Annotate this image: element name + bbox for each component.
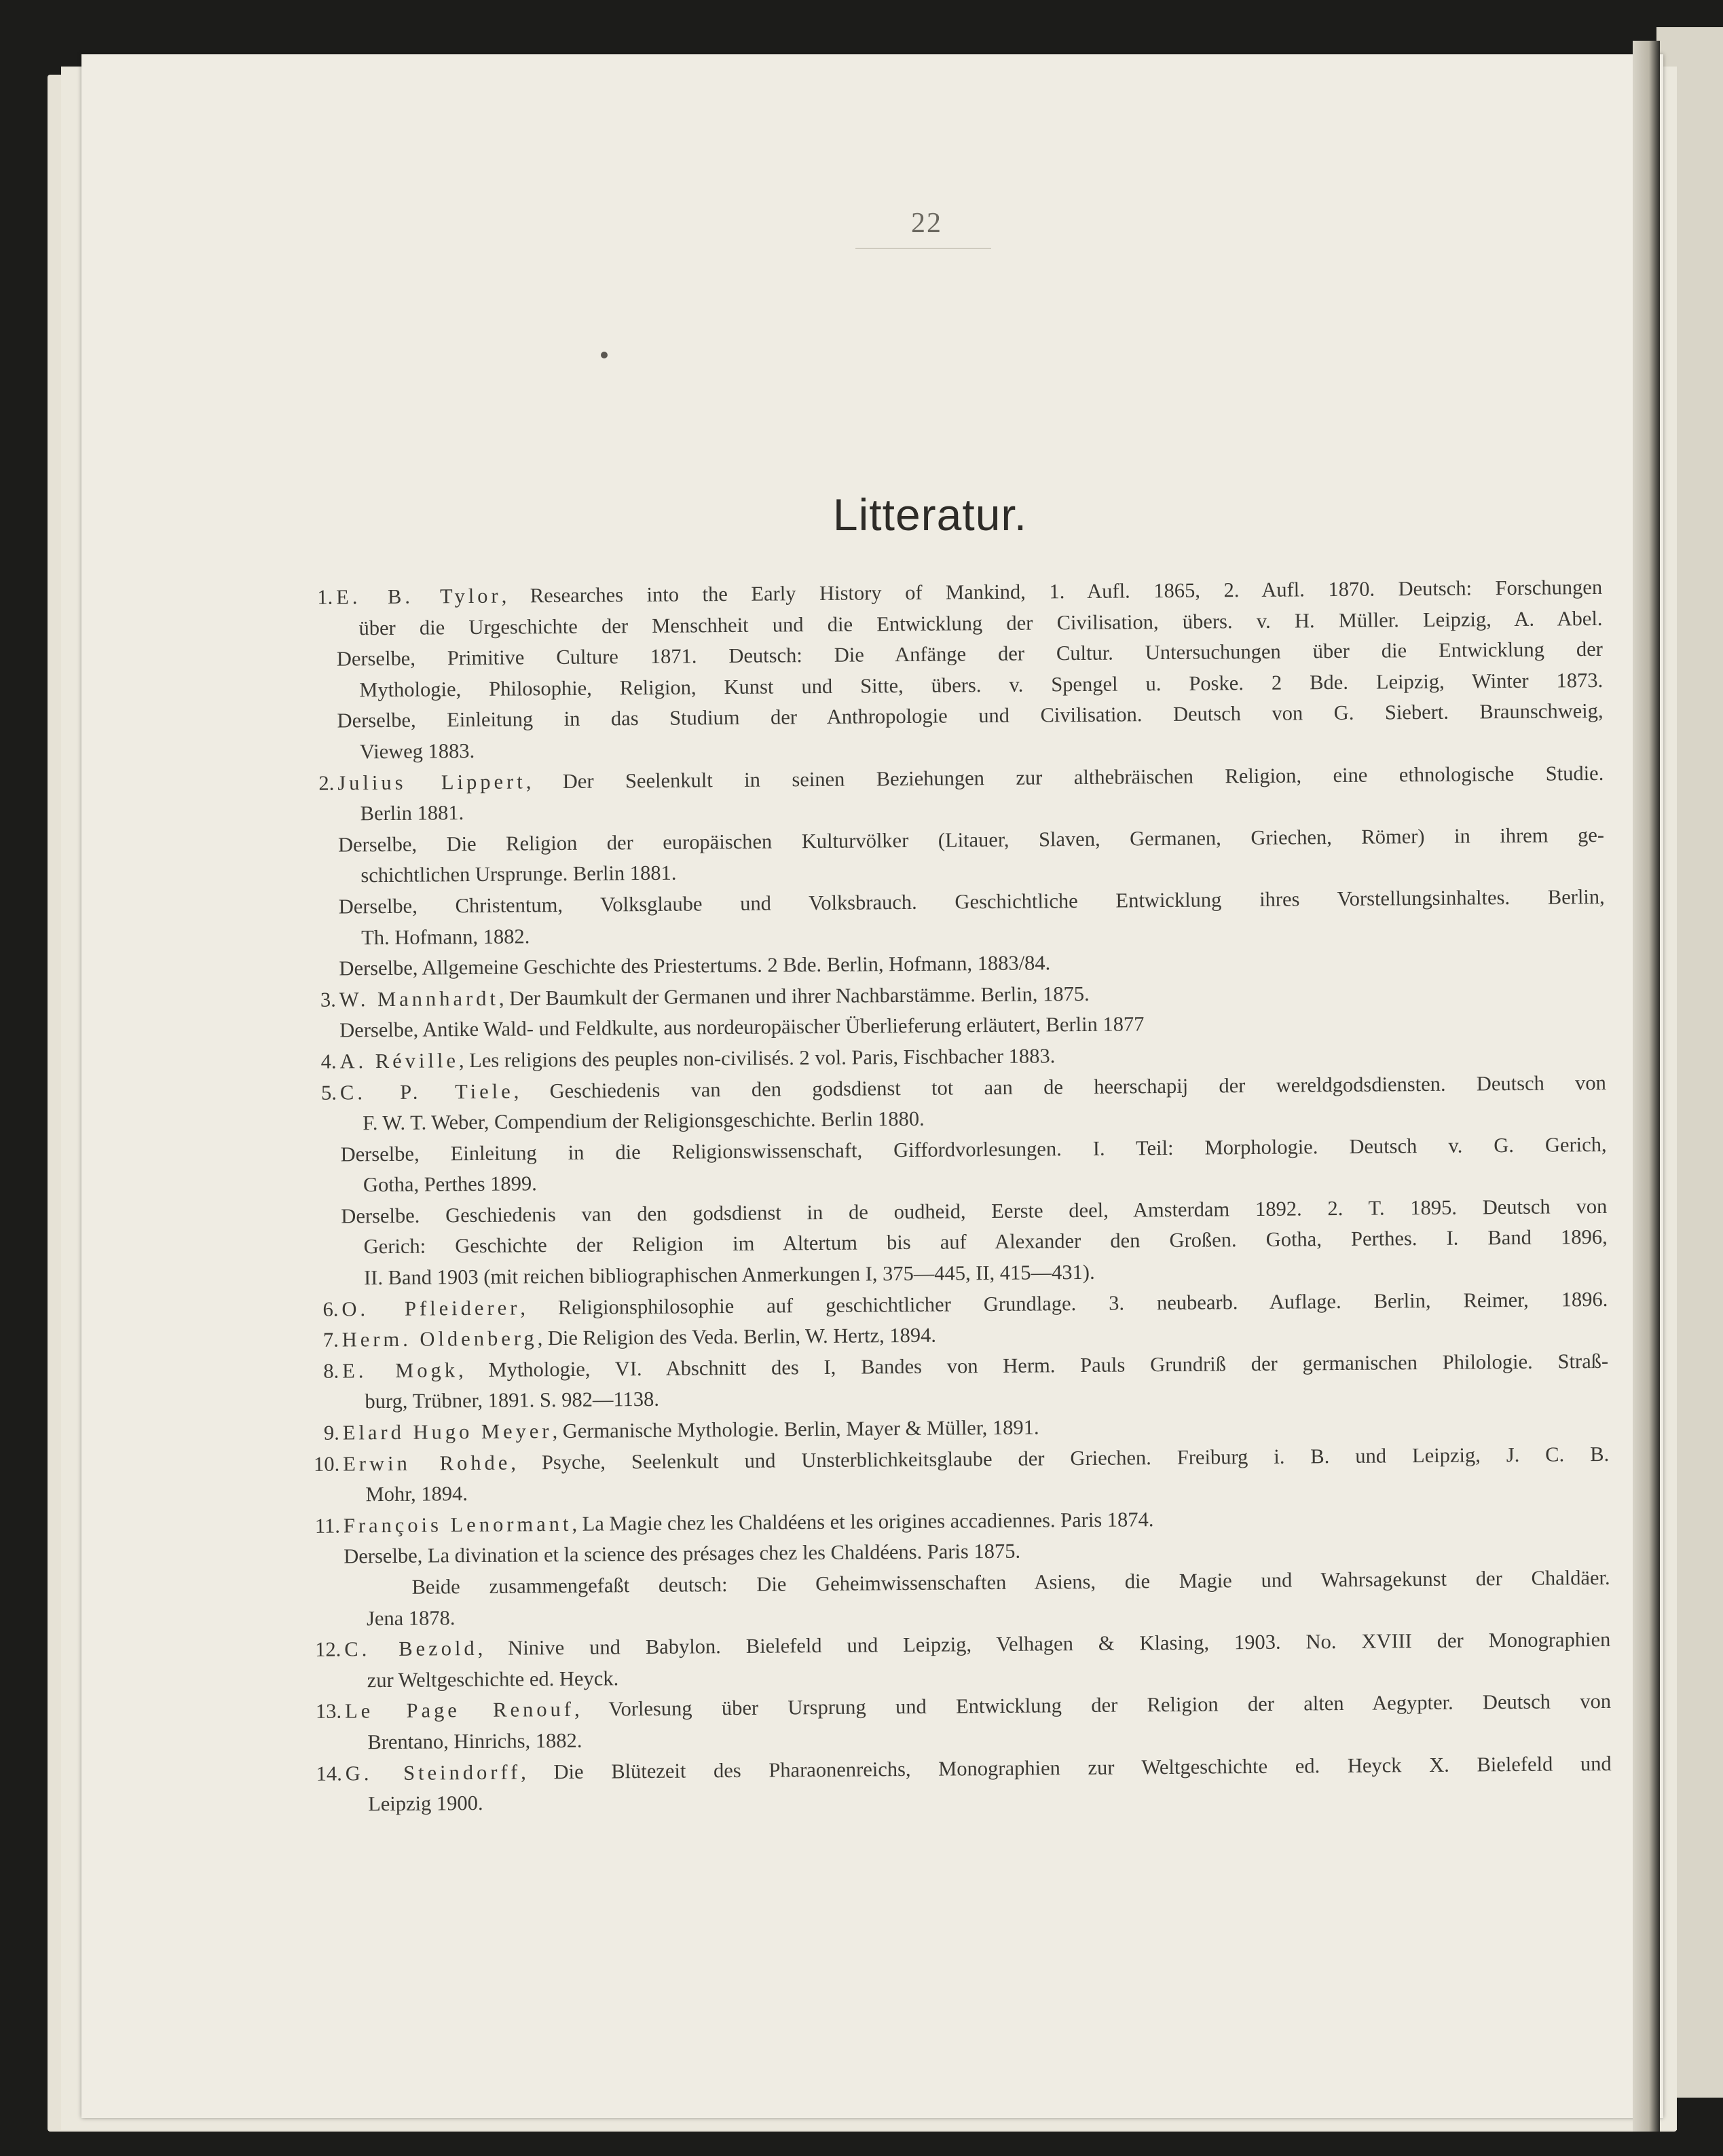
citation-text: , Die Religion des Veda. Berlin, W. Hertz, 1894. <box>537 1323 937 1350</box>
citation-text: Derselbe, Christentum, Volksglaube und Volksbrauch. Geschichtliche Entwicklung ihres Vorstellungsinhaltes. Berlin, <box>338 885 1605 918</box>
citation-text: , Die Blütezeit des Pharaonenreichs, Monographien zur Weltgeschichte ed. Heyck X. Bielefeld und <box>521 1751 1612 1784</box>
citation-text: , Mythologie, VI. Abschnitt des I, Bandes von Herm. Pauls Grundriß der germanischen Philologie. Straß- <box>458 1349 1609 1382</box>
page-title: Litteratur. <box>832 489 1028 540</box>
author-name: C. Bezold <box>344 1637 478 1661</box>
citation-text: über die Urgeschichte der Menschheit und die Entwicklung der Civilisation, übers. v. H. Müller. Leipzig, A. Abel. <box>358 606 1603 639</box>
citation-text: Vieweg 1883. <box>359 739 475 764</box>
author-name: C. P. Tiele <box>339 1079 514 1104</box>
entry-number: 10. <box>313 1452 340 1476</box>
citation-text: Beide zusammengefaßt deutsch: Die Geheimwissenschaften Asiens, die Magie und Wahrsagekunst der Chaldäer. <box>411 1565 1610 1599</box>
citation-text: , La Magie chez les Chaldéens et les origines accadiennes. Paris 1874. <box>572 1507 1154 1536</box>
author-name: François Lenormant <box>343 1512 572 1538</box>
author-name: Erwin Rohde <box>343 1451 511 1476</box>
entry-number: 3. <box>320 988 336 1011</box>
entry-number: 4. <box>320 1049 337 1073</box>
citation-text: Derselbe, Einleitung in die Religionswissenschaft, Giffordvorlesungen. I. Teil: Morphologie. Deutsch v. G. Gerich, <box>340 1132 1607 1166</box>
citation-text: Brentano, Hinrichs, 1882. <box>367 1728 582 1754</box>
citation-text: F. W. T. Weber, Compendium der Religionsgeschichte. Berlin 1880. <box>363 1107 925 1135</box>
author-name: A. Réville <box>339 1049 460 1073</box>
page-number-rule <box>855 248 991 249</box>
citation-text: schichtlichen Ursprunge. Berlin 1881. <box>360 861 677 887</box>
citation-text: Derselbe, Allgemeine Geschichte des Priestertums. 2 Bde. Berlin, Hofmann, 1883/84. <box>339 951 1051 980</box>
entry-number: 14. <box>316 1762 342 1785</box>
citation-text: , Researches into the Early History of Mankind, 1. Aufl. 1865, 2. Aufl. 1870. Deutsch: Forschungen <box>501 575 1603 608</box>
citation-text: Jena 1878. <box>366 1605 456 1630</box>
citation-text: Th. Hofmann, 1882. <box>360 924 530 949</box>
citation-text: burg, Trübner, 1891. S. 982—1138. <box>365 1388 660 1413</box>
citation-text: Derselbe, Antike Wald- und Feldkulte, aus nordeuropäischer Überlieferung erläutert, Berlin 1877 <box>339 1012 1145 1042</box>
entry-number: 8. <box>323 1359 339 1383</box>
citation-text: Derselbe, Einleitung in das Studium der Anthropologie und Civilisation. Deutsch von G. Siebert. Braunschweig, <box>337 699 1604 732</box>
author-name: E. B. Tylor <box>336 584 502 609</box>
citation-text: Leipzig 1900. <box>368 1791 483 1816</box>
page-number: 22 <box>911 208 942 239</box>
citation-text: Mohr, 1894. <box>365 1482 468 1506</box>
citation-text: Gerich: Geschichte der Religion im Altertum bis auf Alexander den Großen. Gotha, Perthes. I. Band 1896, <box>363 1225 1608 1259</box>
book-gutter <box>1633 41 1660 2132</box>
citation-text: II. Band 1903 (mit reichen bibliographischen Anmerkungen I, 375—445, II, 415—431). <box>363 1260 1095 1290</box>
citation-text: zur Weltgeschichte ed. Heyck. <box>367 1667 619 1692</box>
citation-text: Berlin 1881. <box>360 801 464 825</box>
citation-text: Derselbe, Primitive Culture 1871. Deutsch: Die Anfänge der Cultur. Untersuchungen über die Entwicklung der <box>336 637 1603 671</box>
citation-text: , Geschiedenis van den godsdienst tot aan de heerschapij der wereldgodsdiensten. Deutsch von <box>513 1071 1606 1103</box>
citation-text: Derselbe, La divination et la science des présages chez les Chaldéens. Paris 1875. <box>344 1540 1021 1568</box>
citation-text: , Ninive und Babylon. Bielefeld und Leipzig, Velhagen & Klasing, 1903. No. XVIII der Monographien <box>477 1628 1611 1660</box>
citation-text: , Germanische Mythologie. Berlin, Mayer & Müller, 1891. <box>552 1415 1039 1443</box>
entry-number: 6. <box>322 1297 339 1321</box>
author-name: G. Steindorff <box>345 1760 521 1785</box>
entry-number: 12. <box>315 1637 341 1662</box>
ink-speck <box>601 352 608 358</box>
entry-number: 7. <box>322 1328 339 1352</box>
author-name: W. Mannhardt <box>339 986 500 1011</box>
entry-number: 1. <box>317 585 333 609</box>
citation-text: , Psyche, Seelenkult und Unsterblichkeitsglaube der Griechen. Freiburg i. B. und Leipzig, J. C. B. <box>511 1442 1610 1474</box>
entry-number: 9. <box>323 1421 339 1445</box>
citation-text: Derselbe, Die Religion der europäischen Kulturvölker (Litauer, Slaven, Germanen, Griechen, Römer) in ihrem ge- <box>337 823 1605 857</box>
citation-text: , Religionsphilosophie auf geschichtlicher Grundlage. 3. neubearb. Auflage. Berlin, Reimer, 1896. <box>520 1287 1608 1320</box>
citation-text: Mythologie, Philosophie, Religion, Kunst und Sitte, übers. v. Spengel u. Poske. 2 Bde. Leipzig, Winter 1873. <box>359 668 1604 702</box>
author-name: Herm. Oldenberg <box>341 1326 538 1352</box>
citation-text: Derselbe. Geschiedenis van den godsdienst in de oudheid, Eerste deel, Amsterdam 1892. 2. T. 1895. Deutsch von <box>341 1194 1608 1228</box>
author-name: O. Pfleiderer <box>341 1296 521 1321</box>
citation-text: Gotha, Perthes 1899. <box>363 1172 537 1197</box>
bibliography-list <box>299 572 1612 1821</box>
citation-text: , Les religions des peuples non-civilisés. 2 vol. Paris, Fischbacher 1883. <box>458 1044 1056 1073</box>
entry-number: 5. <box>320 1081 337 1104</box>
citation-text: , Der Seelenkult in seinen Beziehungen zur althebräischen Religion, eine ethnologische Studie. <box>525 761 1604 793</box>
entry-number: 2. <box>318 771 335 795</box>
citation-text: , Der Baumkult der Germanen und ihrer Nachbarstämme. Berlin, 1875. <box>498 982 1090 1010</box>
entry-number: 13. <box>315 1699 342 1724</box>
author-name: Le Page Renouf <box>344 1698 575 1723</box>
author-name: E. Mogk <box>341 1358 459 1383</box>
author-name: Elard Hugo Meyer <box>342 1419 553 1445</box>
entry-number: 11. <box>314 1514 341 1538</box>
author-name: Julius Lippert <box>337 769 526 795</box>
citation-text: , Vorlesung über Ursprung und Entwicklung der Religion der alten Aegypter. Deutsch von <box>574 1690 1612 1722</box>
